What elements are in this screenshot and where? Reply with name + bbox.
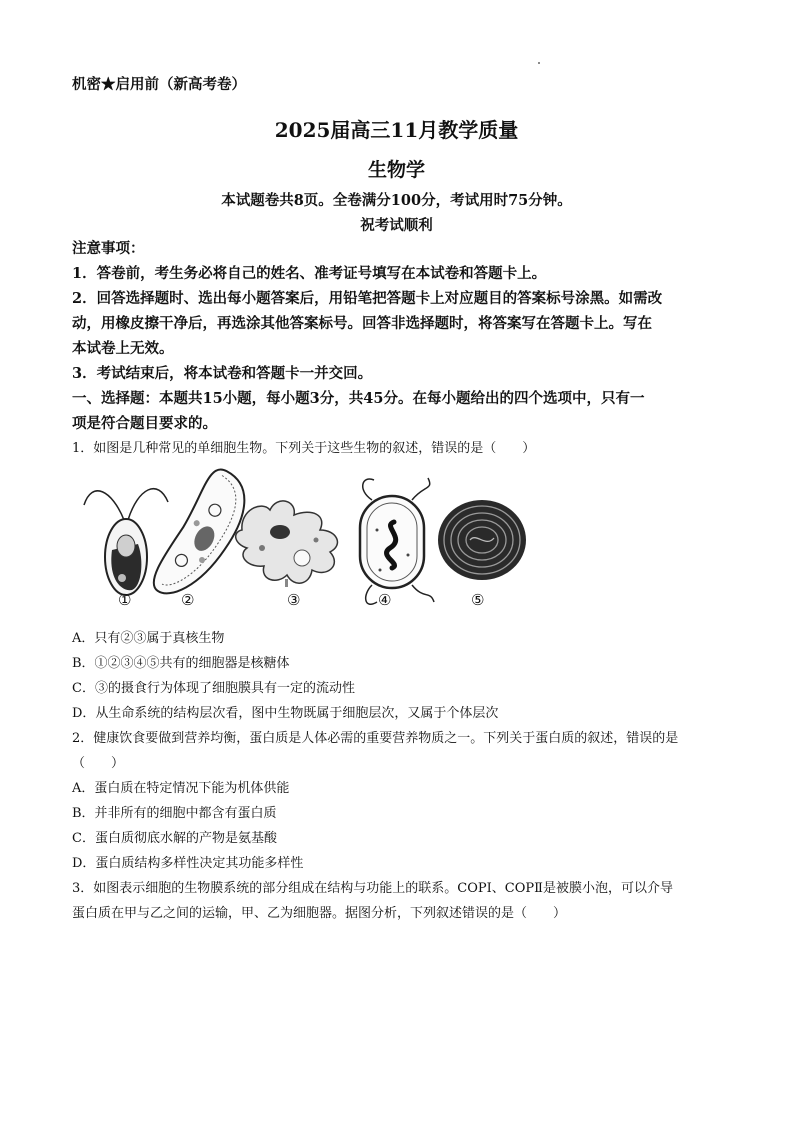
question-2-option-b: B．并非所有的细胞中都含有蛋白质 xyxy=(72,806,277,821)
figure-label-5: ⑤ xyxy=(471,591,485,609)
question-1-option-c: C．③的摄食行为体现了细胞膜具有一定的流动性 xyxy=(72,681,355,696)
subject-title: 生物学 xyxy=(367,159,425,181)
confidential-label: 机密★启用前（新高考卷） xyxy=(72,76,246,93)
section-1-instruction-line-2: 项是符合题目要求的。 xyxy=(72,415,217,432)
question-3-stem-line-2: 蛋白质在甲与乙之间的运输，甲、乙为细胞器。据图分析，下列叙述错误的是（ ） xyxy=(72,906,567,921)
figure-label-3: ③ xyxy=(287,591,301,609)
question-1-option-a: A．只有②③属于真核生物 xyxy=(72,631,225,646)
question-2-option-c: C．蛋白质彻底水解的产物是氨基酸 xyxy=(72,831,277,846)
organism-4-bacterium xyxy=(360,478,434,604)
section-1-instruction-line-1: 一、选择题：本题共15小题，每小题3分，共45分。在每小题给出的四个选项中，只有一 xyxy=(72,390,645,407)
organism-3-amoeba xyxy=(236,501,338,587)
question-2-stem-line-2: （ ） xyxy=(72,756,125,771)
figure-label-4: ④ xyxy=(378,591,392,609)
notice-heading: 注意事项： xyxy=(72,240,145,257)
notice-item-3: 3．考试结束后，将本试卷和答题卡一并交回。 xyxy=(72,365,373,382)
good-luck-line: 祝考试顺利 xyxy=(360,217,433,234)
question-2-option-d: D．蛋白质结构多样性决定其功能多样性 xyxy=(72,856,304,871)
notice-item-2-line-2: 动，用橡皮擦干净后，再选涂其他答案标号。回答非选择题时，将答案写在答题卡上。写在 xyxy=(72,315,652,332)
figure-label-1: ① xyxy=(118,591,132,609)
exam-title: 2025届高三11月教学质量 xyxy=(274,118,519,142)
notice-item-2-line-1: 2．回答选择题时、选出每小题答案后，用铅笔把答题卡上对应题目的答案标号涂黑。如需改 xyxy=(72,290,663,307)
notice-item-2-line-3: 本试卷上无效。 xyxy=(72,340,174,357)
notice-item-1: 1．答卷前，考生务必将自己的姓名、准考证号填写在本试卷和答题卡上。 xyxy=(72,265,547,282)
question-1-option-d: D．从生命系统的结构层次看，图中生物既属于细胞层次，又属于个体层次 xyxy=(72,706,499,721)
organism-5-cyanobacterium xyxy=(438,500,526,580)
question-2-stem-line-1: 2．健康饮食要做到营养均衡，蛋白质是人体必需的重要营养物质之一。下列关于蛋白质的叙述，错误的是 xyxy=(72,731,679,746)
question-1-option-b: B．①②③④⑤共有的细胞器是核糖体 xyxy=(72,656,290,671)
exam-info: 本试题卷共8页。全卷满分100分，考试用时75分钟。 xyxy=(221,192,572,209)
question-1-stem: 1．如图是几种常见的单细胞生物。下列关于这些生物的叙述，错误的是（ ） xyxy=(72,441,536,456)
figure-label-2: ② xyxy=(181,591,195,609)
question-2-option-a: A．蛋白质在特定情况下能为机体供能 xyxy=(72,781,290,796)
question-3-stem-line-1: 3．如图表示细胞的生物膜系统的部分组成在结构与功能上的联系。COPⅠ、COPⅡ是被膜小泡，可以介导 xyxy=(72,881,673,896)
scan-speck xyxy=(538,62,540,64)
